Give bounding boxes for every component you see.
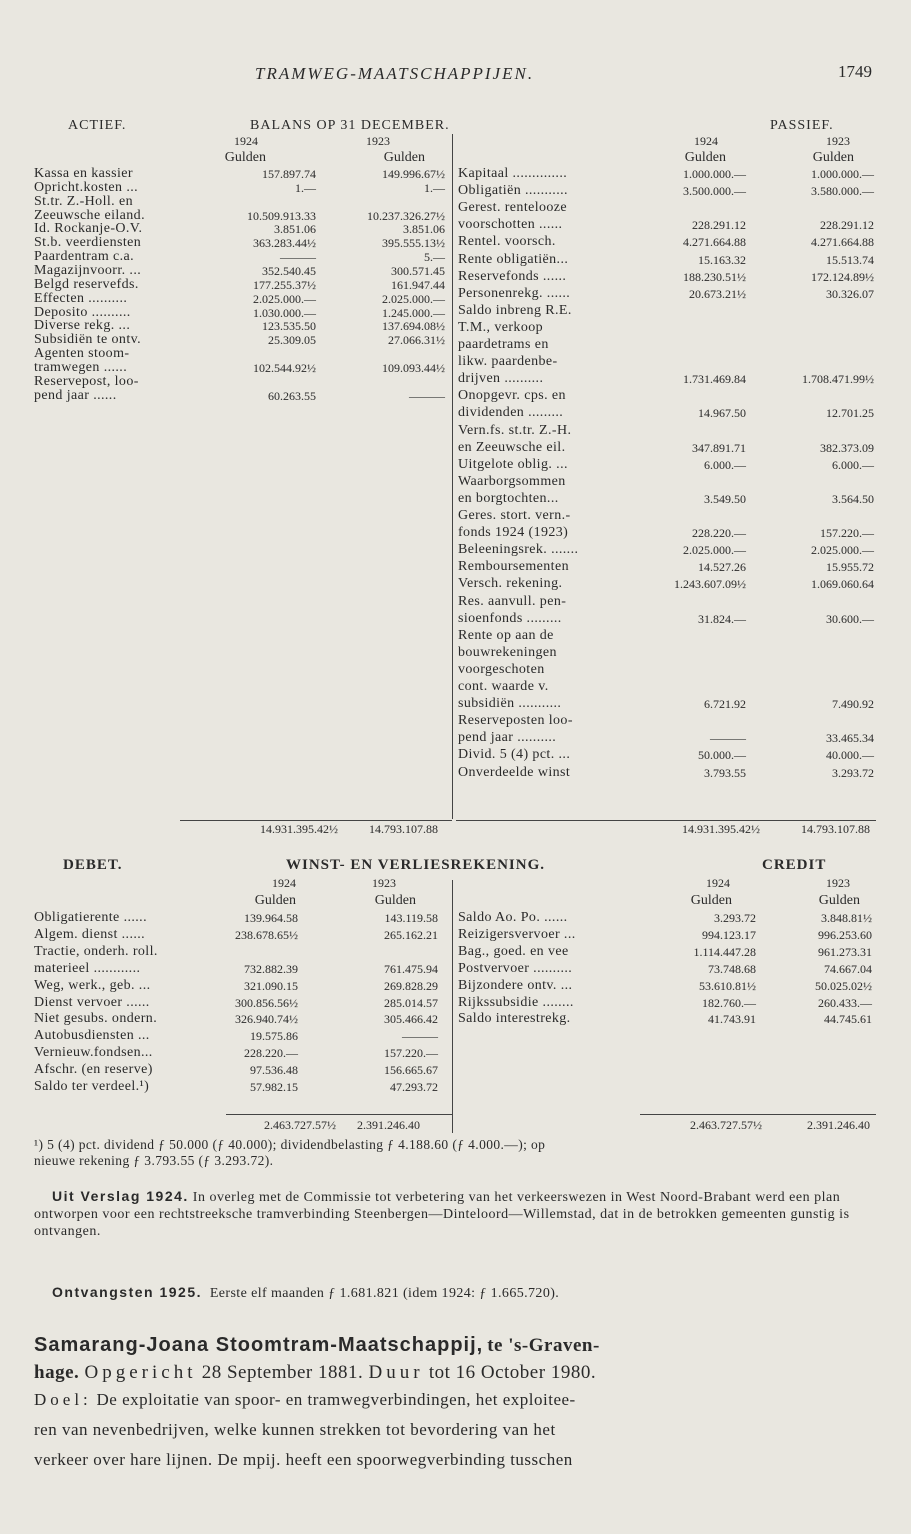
year-header: 1923 [372, 876, 396, 890]
row-label: Weg, werk., geb. ... [34, 977, 151, 993]
row-value-v2: 2.025.000.— [811, 543, 874, 558]
doel-line [34, 1390, 576, 1410]
row-value-v2: 300.571.45 [391, 263, 445, 278]
row-label: Divid. 5 (4) pct. ... [458, 747, 571, 763]
row-value-v1: 1.030.000.— [253, 305, 316, 320]
row-label: Rentel. voorsch. [458, 234, 556, 250]
row-label: Autobusdiensten ... [34, 1028, 150, 1044]
row-label: Tractie, onderh. roll. [34, 943, 158, 959]
row-value-v2: 285.014.57 [384, 995, 438, 1010]
unit-header: Gulden [812, 150, 854, 165]
balans-heading: BALANS OP 31 DECEMBER. [250, 118, 450, 133]
row-value-v2: 761.475.94 [384, 961, 438, 976]
row-label: Saldo interestrekg. [458, 1011, 571, 1027]
row-label: drijven .......... [458, 371, 544, 387]
ontvangsten-paragraph [52, 1284, 559, 1302]
row-value-v1: 3.293.72 [714, 911, 756, 925]
row-value-v2: 47.293.72 [390, 1080, 438, 1094]
row-value-v2: 382.373.09 [820, 440, 874, 455]
row-label: Reizigersvervoer ... [458, 926, 576, 942]
row-value-v1: 352.540.45 [262, 263, 316, 278]
passief-heading: PASSIEF. [770, 118, 834, 133]
total-actief-1923: 14.793.107.88 [369, 822, 438, 836]
row-label: Saldo inbreng R.E. [458, 302, 572, 318]
footnote-line: nieuwe rekening ƒ 3.793.55 (ƒ 3.293.72). [34, 1153, 274, 1168]
row-value-v2: 15.955.72 [826, 560, 874, 575]
row-value-v1: 10.509.913.33 [247, 208, 316, 223]
unit-header: Gulden [254, 893, 296, 908]
row-label: Vern.fs. st.tr. Z.-H. [458, 422, 572, 438]
row-label: Diverse rekg. ... [34, 318, 131, 334]
row-value-v1: 1.243.607.09½ [674, 577, 746, 592]
row-label: pend jaar ...... [34, 387, 117, 403]
row-value-v2: 12.701.25 [826, 406, 874, 421]
row-value-v1: ——— [710, 731, 746, 746]
row-value-v2: 3.848.81½ [821, 911, 872, 925]
row-label: materieel ............ [34, 960, 141, 976]
row-label: Kassa en kassier [34, 166, 133, 181]
row-label: Obligatiën ........... [458, 183, 568, 199]
row-value-v1: 25.309.05 [268, 333, 316, 348]
row-label: Agenten stoom- [34, 346, 130, 362]
row-label: St.tr. Z.-Holl. en [34, 193, 133, 209]
unit-header: Gulden [690, 893, 732, 908]
debet-heading: DEBET. [63, 857, 123, 873]
row-value-v1: 31.824.— [698, 611, 746, 626]
doel-label: Doel: [34, 1390, 92, 1409]
row-label: Belgd reservefds. [34, 276, 139, 292]
row-label: tramwegen ...... [34, 359, 128, 375]
row-value-v2: 269.828.29 [384, 978, 438, 993]
row-label: Rente op aan de [458, 627, 554, 643]
row-value-v2: 15.513.74 [826, 252, 874, 267]
row-value-v2: ——— [409, 388, 445, 403]
row-value-v1: 182.760.— [702, 995, 756, 1010]
row-value-v1: 347.891.71 [692, 440, 746, 455]
running-header: TRAMWEG-MAATSCHAPPIJEN. [255, 64, 535, 83]
row-value-v2: 1.069.060.64 [811, 577, 874, 592]
row-label: en borgtochten... [458, 490, 559, 506]
total-debet-1924: 2.463.727.57½ [264, 1118, 336, 1132]
year-header: 1923 [826, 876, 850, 890]
row-value-v2: 265.162.21 [384, 927, 438, 942]
row-label: bouwrekeningen [458, 644, 557, 660]
row-value-v2: 3.851.06 [403, 222, 445, 237]
row-value-v1: 3.851.06 [274, 222, 316, 237]
row-label: Vernieuw.fondsen... [34, 1045, 153, 1061]
row-label: Saldo ter verdeel.¹) [34, 1079, 150, 1094]
row-label: Uitgelote oblig. ... [458, 456, 568, 472]
column-divider [452, 134, 453, 819]
row-value-v1: 326.940.74½ [235, 1012, 298, 1027]
footnote-line: ¹) 5 (4) pct. dividend ƒ 50.000 (ƒ 40.000); dividendbelasting ƒ 4.188.60 (ƒ 4.000.—); op [34, 1137, 546, 1152]
row-value-v1: 3.500.000.— [683, 184, 746, 199]
row-value-v2: 156.665.67 [384, 1063, 438, 1078]
row-label: subsidiën ........... [458, 696, 562, 712]
total-rule [180, 820, 452, 821]
row-value-v1: 2.025.000.— [683, 543, 746, 558]
unit-header: Gulden [374, 893, 416, 908]
row-value-v2: 143.119.58 [384, 911, 438, 925]
row-value-v1: 14.527.26 [698, 560, 746, 575]
row-value-v2: 7.490.92 [832, 697, 874, 712]
row-value-v1: 53.610.81½ [699, 978, 756, 993]
row-label: Reservepost, loo- [34, 373, 139, 389]
row-value-v1: 363.283.44½ [253, 236, 316, 251]
row-value-v1: 4.271.664.88 [683, 235, 746, 250]
row-value-v2: 44.745.61 [824, 1012, 872, 1027]
row-value-v1: 3.549.50 [704, 491, 746, 506]
total-credit-1923: 2.391.246.40 [807, 1118, 870, 1132]
total-passief-1924: 14.931.395.42½ [682, 822, 760, 836]
row-label: Effecten .......... [34, 290, 128, 306]
row-value-v2: 149.996.67½ [382, 167, 445, 181]
year-header: 1924 [706, 876, 730, 890]
row-value-v2: 395.555.13½ [382, 236, 445, 251]
credit-heading: CREDIT [762, 857, 827, 873]
row-label: Magazijnvoorr. ... [34, 262, 142, 278]
total-rule [226, 1114, 452, 1115]
row-value-v1: 2.025.000.— [253, 291, 316, 306]
row-value-v2: 10.237.326.27½ [367, 208, 445, 223]
row-label: Id. Rockanje-O.V. [34, 221, 143, 237]
row-label: St.b. veerdiensten [34, 235, 142, 251]
row-label: en Zeeuwsche eil. [458, 439, 566, 455]
row-value-v2: 109.093.44½ [382, 360, 445, 375]
row-label: Versch. rekening. [458, 576, 563, 592]
page-number: 1749 [838, 62, 872, 81]
row-value-v1: 20.673.21½ [689, 286, 746, 301]
row-value-v1: 300.856.56½ [235, 995, 298, 1010]
ontvangsten-text: Eerste elf maanden ƒ 1.681.821 (idem 1924: ƒ 1.665.720). [209, 1286, 560, 1301]
row-label: Zeeuwsche eiland. [34, 207, 145, 223]
row-value-v1: 6.000.— [704, 457, 746, 472]
row-value-v1: 6.721.92 [704, 697, 746, 712]
ontvangsten-heading: Ontvangsten 1925. [52, 1284, 202, 1300]
row-value-v2: 33.465.34 [826, 731, 874, 746]
row-value-v2: 996.253.60 [818, 927, 872, 942]
year-header: 1924 [694, 134, 718, 148]
verslag-paragraph [34, 1188, 880, 1240]
row-label: pend jaar .......... [458, 730, 557, 746]
total-rule [456, 820, 876, 821]
row-value-v2: 3.580.000.— [811, 184, 874, 199]
row-value-v2: 137.694.08½ [382, 319, 445, 334]
column-divider [452, 880, 453, 1133]
row-value-v2: 157.220.— [820, 526, 874, 541]
total-credit-1924: 2.463.727.57½ [690, 1118, 762, 1132]
row-label: dividenden ......... [458, 405, 564, 421]
year-header: 1924 [272, 876, 296, 890]
row-value-v1: 1.— [295, 180, 316, 195]
row-value-v1: 188.230.51½ [683, 269, 746, 284]
row-value-v2: 1.245.000.— [382, 305, 445, 320]
row-label: Afschr. (en reserve) [34, 1062, 153, 1078]
row-label: paardetrams en [458, 337, 549, 352]
row-label: likw. paardenbe- [458, 354, 558, 370]
row-label: Reserveposten loo- [458, 713, 573, 729]
row-value-v2: 161.947.44 [391, 277, 445, 292]
row-label: Rente obligatiën... [458, 251, 569, 267]
row-value-v1: 177.255.37½ [253, 277, 316, 292]
row-value-v1: 102.544.92½ [253, 360, 316, 375]
year-header: 1923 [826, 134, 850, 148]
unit-header: Gulden [818, 893, 860, 908]
row-label: Remboursementen [458, 559, 569, 575]
verslag-heading: Uit Verslag 1924. [52, 1188, 189, 1204]
row-value-v2: 2.025.000.— [382, 291, 445, 306]
duur-value: tot 16 October 1980. [428, 1362, 597, 1383]
unit-header: Gulden [224, 150, 266, 165]
row-label: Res. aanvull. pen- [458, 593, 567, 609]
total-actief-1924: 14.931.395.42½ [260, 822, 338, 836]
total-debet-1923: 2.391.246.40 [357, 1118, 420, 1132]
unit-header: Gulden [684, 150, 726, 165]
row-value-v2: 961.273.31 [818, 944, 872, 959]
row-value-v2: 30.600.— [826, 611, 874, 626]
row-value-v2: 228.291.12 [820, 218, 874, 233]
row-label: Reservefonds ...... [458, 268, 567, 284]
row-label: Personenrekg. ...... [458, 285, 571, 301]
unit-header: Gulden [383, 150, 425, 165]
row-value-v1: 14.967.50 [698, 406, 746, 421]
row-value-v1: 228.220.— [244, 1046, 298, 1061]
row-label: Onverdeelde winst [458, 764, 571, 780]
row-label: Paardentram c.a. [34, 249, 135, 265]
row-value-v1: 57.982.15 [250, 1080, 298, 1094]
row-value-v2: 27.066.31½ [388, 333, 445, 348]
row-label: Gerest. rentelooze [458, 200, 568, 216]
row-value-v1: 97.536.48 [250, 1063, 298, 1078]
actief-heading: ACTIEF. [68, 118, 127, 133]
row-value-v2: 4.271.664.88 [811, 235, 874, 250]
row-label: Kapitaal .............. [458, 166, 568, 181]
doel-line: ren van nevenbedrijven, welke kunnen strekken tot bevordering van het [34, 1420, 556, 1439]
row-value-v2: 1.708.471.99½ [802, 372, 874, 387]
opgericht-label: Opgericht [84, 1362, 197, 1383]
row-label: Geres. stort. vern.- [458, 508, 571, 523]
row-label: T.M., verkoop [458, 319, 544, 335]
row-value-v2: 5.— [424, 250, 445, 265]
row-label: Onopgevr. cps. en [458, 388, 566, 404]
row-label: voorschotten ...... [458, 217, 563, 233]
year-header: 1923 [366, 134, 390, 148]
row-label: Saldo Ao. Po. ...... [458, 910, 568, 925]
row-label: Beleeningsrek. ....... [458, 542, 579, 558]
row-value-v1: 123.535.50 [262, 319, 316, 334]
company-place-cont: hage. [34, 1362, 80, 1383]
row-value-v2: 305.466.42 [384, 1012, 438, 1027]
company-place: te 's-Graven- [487, 1335, 600, 1356]
doel-line: verkeer over hare lijnen. De mpij. heeft een spoorwegverbinding tusschen [34, 1450, 573, 1469]
row-value-v1: 228.220.— [692, 526, 746, 541]
row-value-v1: 1.114.447.28 [693, 944, 756, 959]
row-label: Subsidiën te ontv. [34, 332, 142, 348]
row-value-v2: 3.564.50 [832, 491, 874, 506]
row-value-v2: 74.667.04 [824, 961, 872, 976]
company-name: Samarang-Joana Stoomtram-Maatschappij, [34, 1334, 484, 1356]
row-label: Waarborgsommen [458, 473, 566, 489]
row-value-v2: 3.293.72 [832, 765, 874, 780]
row-label: Opricht.kosten ... [34, 179, 139, 195]
total-rule [640, 1114, 876, 1115]
row-label: Niet gesubs. ondern. [34, 1011, 158, 1027]
doel-text: De exploitatie van spoor- en tramwegverbindingen, het exploitee- [96, 1390, 576, 1409]
row-value-v2: 157.220.— [384, 1046, 438, 1061]
row-label: fonds 1924 (1923) [458, 525, 569, 541]
row-label: Dienst vervoer ...... [34, 994, 150, 1010]
row-value-v2: 260.433.— [818, 995, 872, 1010]
company-founding-line [34, 1362, 596, 1384]
row-label: voorgeschoten [458, 661, 545, 677]
row-value-v2: 6.000.— [832, 457, 874, 472]
row-value-v1: 41.743.91 [708, 1012, 756, 1027]
row-value-v1: ——— [280, 250, 316, 265]
row-value-v1: 3.793.55 [704, 765, 746, 780]
row-label: Bijzondere ontv. ... [458, 977, 573, 993]
row-label: Rijkssubsidie ........ [458, 994, 574, 1010]
row-value-v2: 1.— [424, 180, 445, 195]
row-value-v1: 238.678.65½ [235, 927, 298, 942]
row-value-v1: 139.964.58 [244, 911, 298, 925]
row-value-v1: 1.000.000.— [683, 167, 746, 181]
row-label: Algem. dienst ...... [34, 926, 146, 942]
year-header: 1924 [234, 134, 258, 148]
row-label: sioenfonds ......... [458, 610, 562, 626]
row-value-v2: 50.025.02½ [815, 978, 872, 993]
row-label: Postvervoer .......... [458, 960, 573, 976]
row-value-v2: 30.326.07 [826, 286, 874, 301]
row-value-v2: 172.124.89½ [811, 269, 874, 284]
row-value-v1: 19.575.86 [250, 1029, 298, 1044]
row-label: Bag., goed. en vee [458, 943, 569, 959]
verslag-text: In overleg met de Commissie tot verbetering van het verkeerswezen in West Noord-Brabant werd een plan ontworpen voor een rechtstreeksche tramverbinding Steenbergen—Dinteloord—Willemstad, dat in de betrokken gemeenten gunstig is ontvangen. [34, 1190, 850, 1239]
row-value-v1: 157.897.74 [262, 167, 316, 181]
row-label: Obligatierente ...... [34, 910, 147, 925]
row-value-v2: 40.000.— [826, 748, 874, 763]
row-value-v1: 50.000.— [698, 748, 746, 763]
row-value-v1: 321.090.15 [244, 978, 298, 993]
row-value-v1: 15.163.32 [698, 252, 746, 267]
row-value-v2: ——— [402, 1029, 438, 1044]
row-value-v1: 73.748.68 [708, 961, 756, 976]
row-value-v1: 1.731.469.84 [683, 372, 746, 387]
row-label: Deposito .......... [34, 304, 131, 320]
row-value-v2: 1.000.000.— [811, 167, 874, 181]
row-value-v1: 994.123.17 [702, 927, 756, 942]
opgericht-value: 28 September 1881. [201, 1362, 364, 1383]
company-heading [34, 1334, 600, 1357]
total-passief-1923: 14.793.107.88 [801, 822, 870, 836]
row-value-v1: 732.882.39 [244, 961, 298, 976]
row-value-v1: 228.291.12 [692, 218, 746, 233]
row-label: cont. waarde v. [458, 679, 549, 694]
row-value-v1: 60.263.55 [268, 388, 316, 403]
duur-label: Duur [368, 1362, 424, 1383]
winst-heading: WINST- EN VERLIESREKENING. [286, 857, 545, 873]
